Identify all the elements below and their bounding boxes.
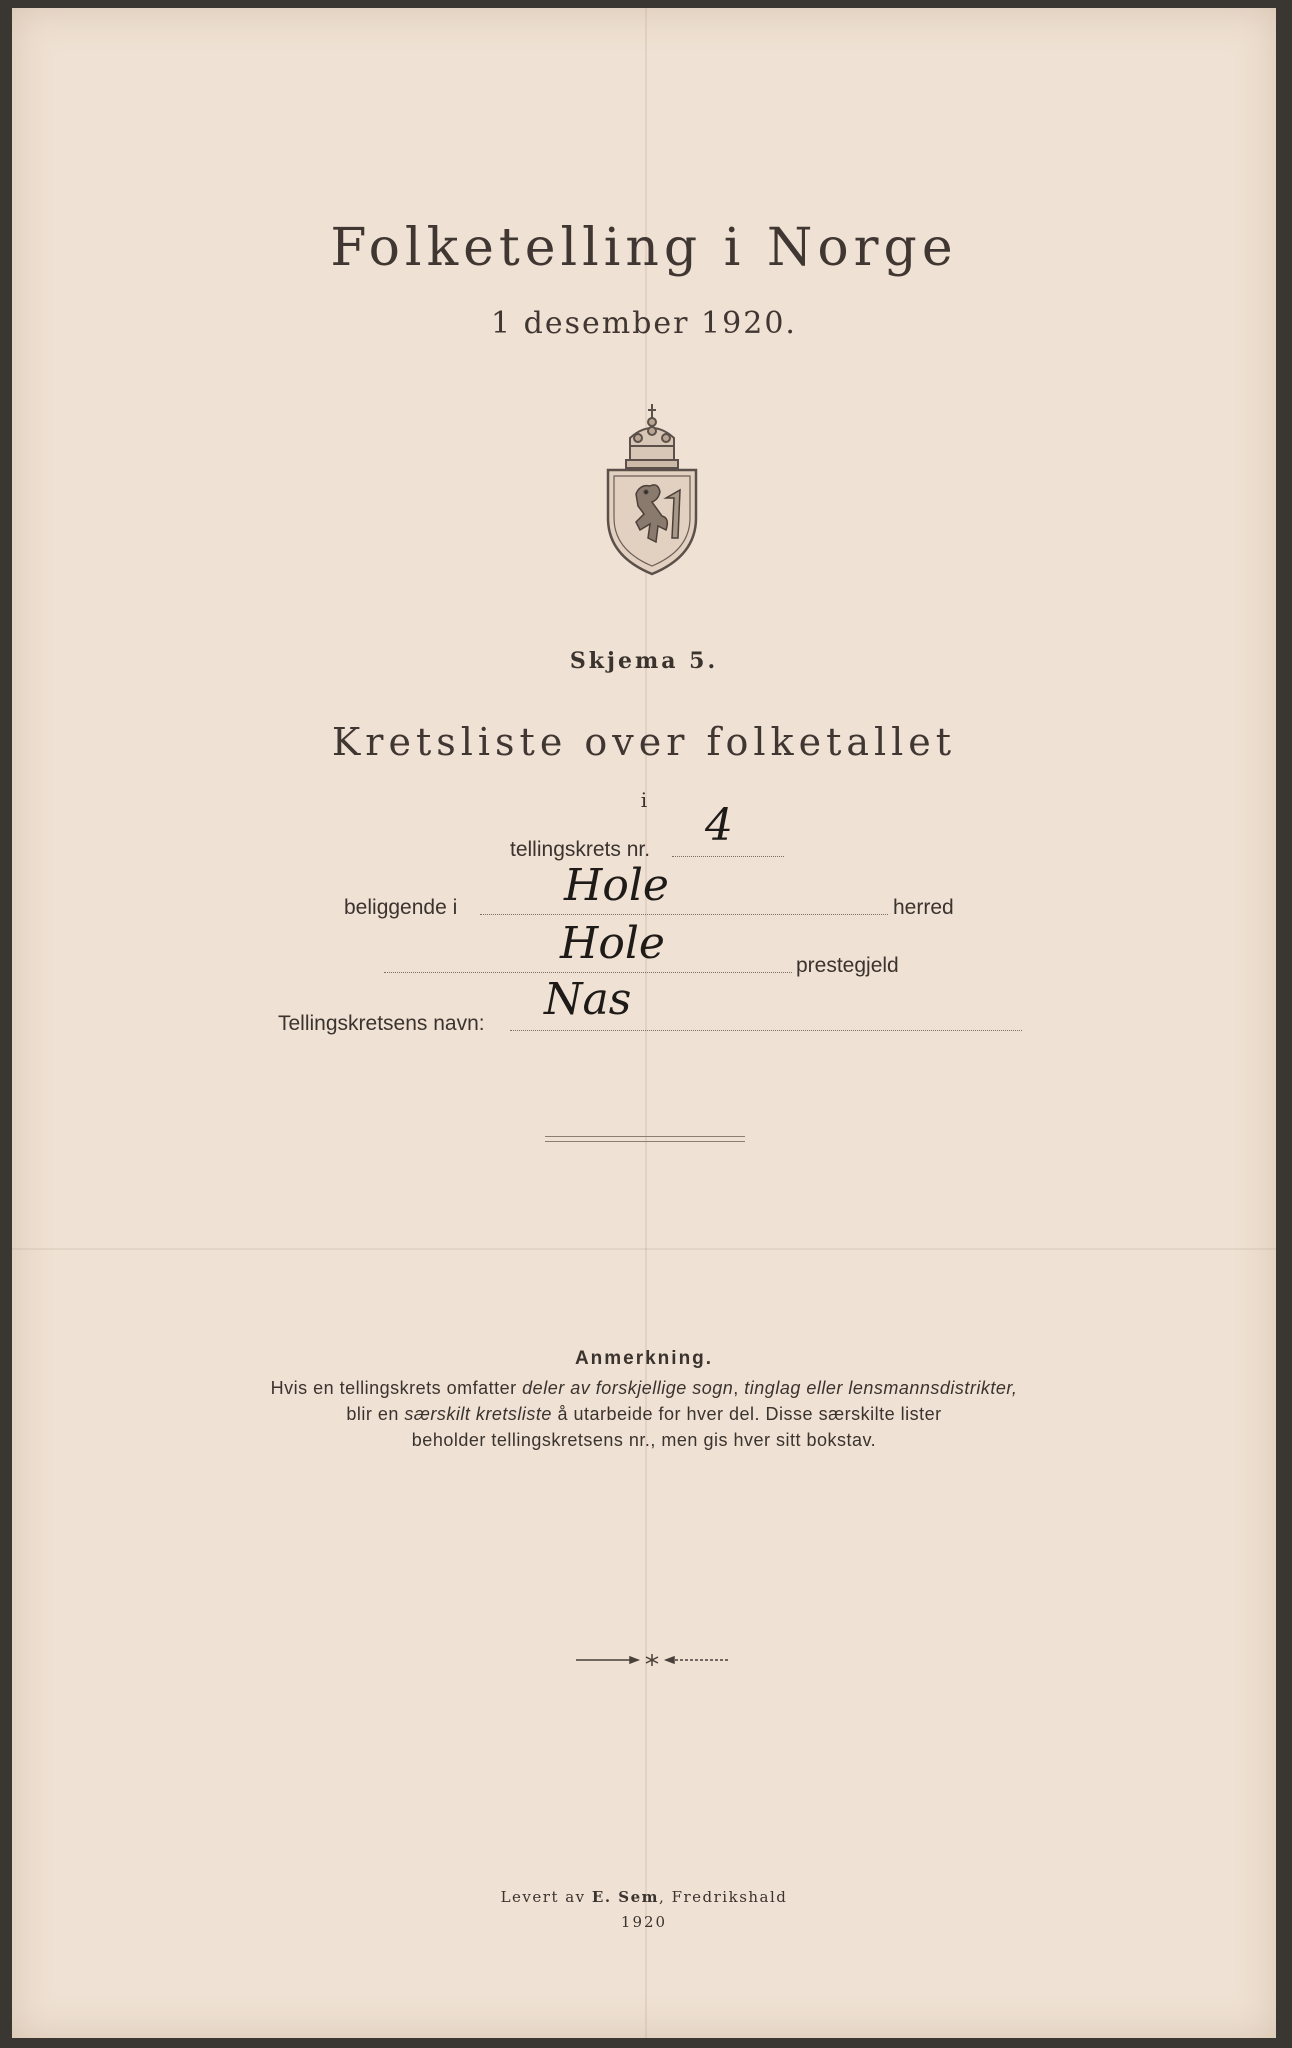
separator-rule-bottom [545, 1141, 745, 1142]
district-number-label: tellingskrets nr. [510, 838, 651, 861]
printer-year: 1920 [620, 1913, 668, 1931]
census-form-page [12, 8, 1276, 2038]
form-connector: i [640, 788, 648, 812]
district-number-value: 4 [705, 800, 733, 851]
ornament-divider-icon [572, 1653, 732, 1667]
municipality-label: beliggende i [344, 896, 458, 919]
municipality-value: Hole [564, 860, 669, 911]
schema-number: Skjema 5. [569, 648, 719, 674]
district-number-line [672, 856, 784, 857]
form-heading: Kretsliste over folketallet [331, 720, 957, 764]
parish-value: Hole [560, 918, 665, 969]
printer-credit: Levert av E. Sem, Fredrikshald [500, 1888, 788, 1906]
district-name-label: Tellingskretsens navn: [278, 1012, 485, 1035]
paper-fold-horizontal [12, 1248, 1276, 1250]
parish-suffix: prestegjeld [796, 954, 899, 977]
parish-line [384, 972, 792, 973]
municipality-suffix: herred [893, 896, 954, 919]
note-line-3: beholder tellingskretsens nr., men gis hver sitt bokstav. [411, 1430, 877, 1450]
note-line-2: blir en særskilt kretsliste å utarbeide for hver del. Disse særskilte lister [346, 1404, 942, 1424]
document-title: Folketelling i Norge [330, 218, 958, 278]
note-title: Anmerkning. [574, 1348, 714, 1369]
census-date: 1 desember 1920. [491, 306, 797, 341]
separator-rule-top [545, 1136, 745, 1137]
municipality-line [480, 914, 888, 915]
note-line-1: Hvis en tellingskrets omfatter deler av forskjellige sogn, tinglag eller lensmannsdistrikter, [270, 1378, 1018, 1398]
district-name-line [510, 1030, 1022, 1031]
norwegian-coat-of-arms-icon [600, 398, 704, 578]
district-name-value: Nas [544, 974, 632, 1025]
